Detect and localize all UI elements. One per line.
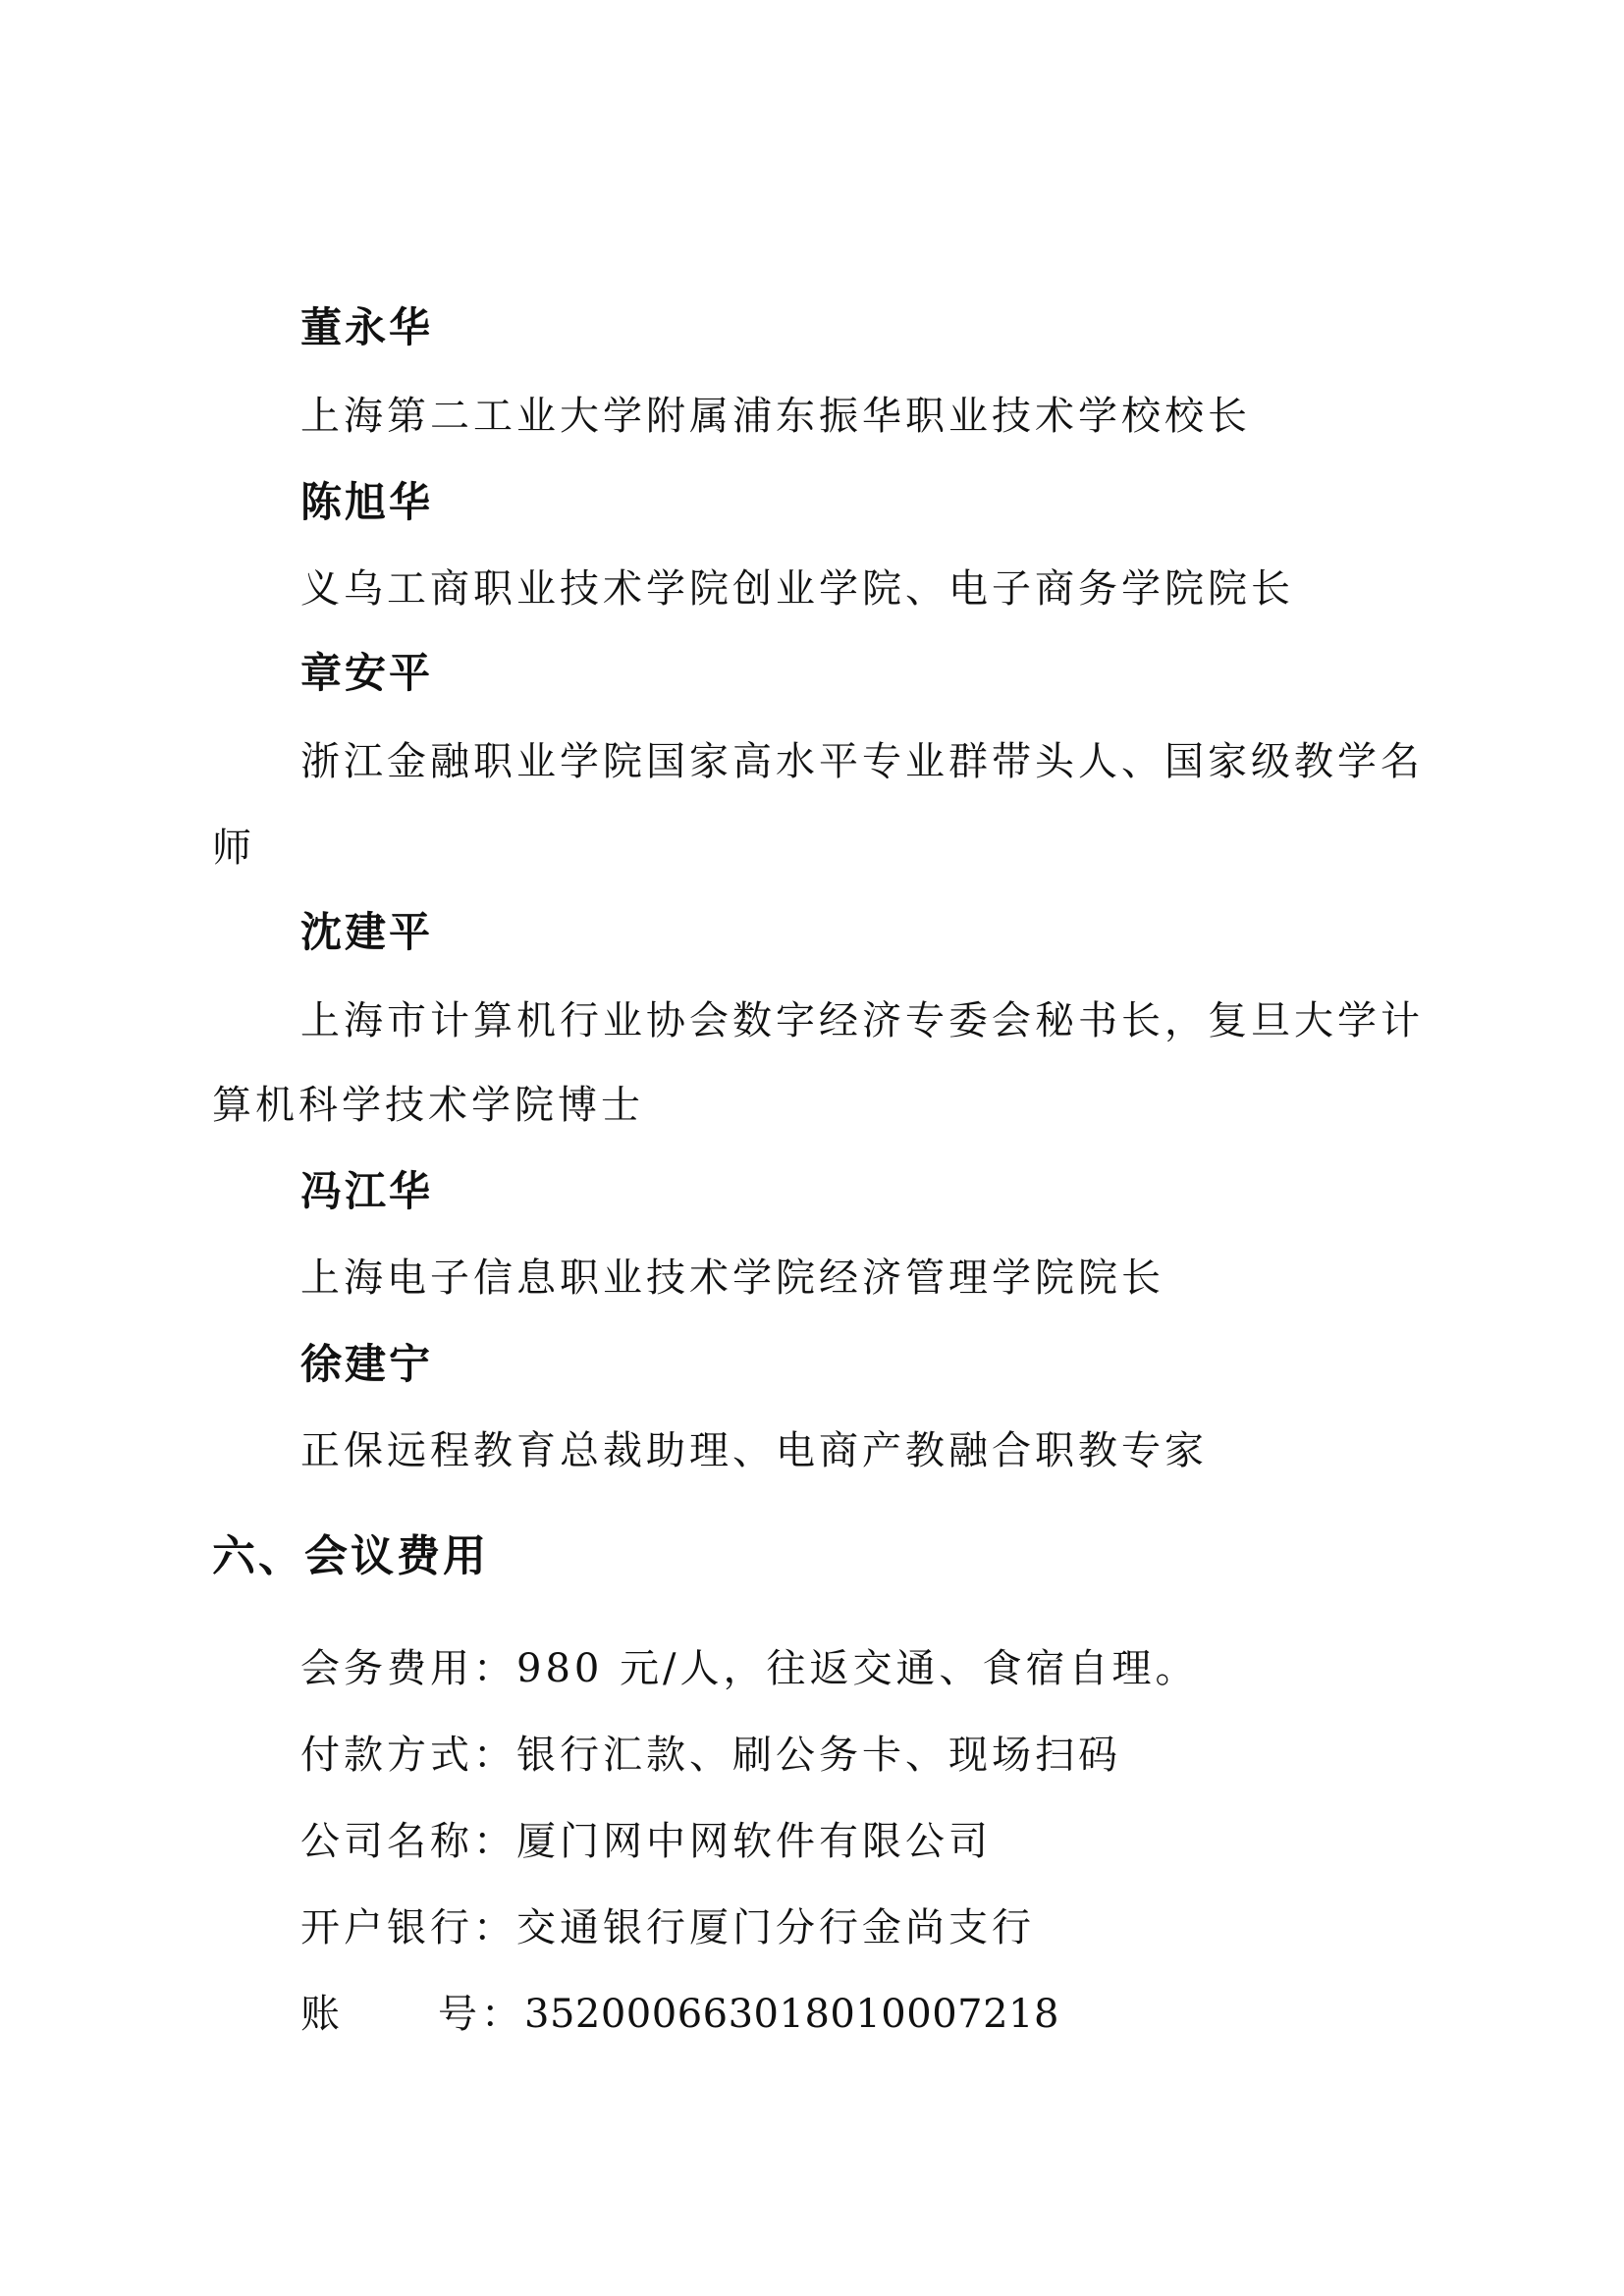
account-label-part2: 号：: [438, 1992, 524, 2037]
expert-title-4-line1: 上海市计算机行业协会数字经济专委会秘书长，复旦大学计: [300, 998, 1424, 1043]
expert-title-1: 上海第二工业大学附属浦东振华职业技术学校校长: [300, 394, 1251, 439]
bank-label: 开户银行：: [300, 1905, 516, 1950]
expert-name-5: 冯江华: [300, 1167, 434, 1215]
fee-value: 980 元/人，往返交通、食宿自理。: [516, 1646, 1199, 1691]
expert-title-5: 上海电子信息职业技术学院经济管理学院院长: [300, 1255, 1164, 1301]
expert-title-3-line2: 师: [212, 826, 255, 871]
expert-title-3-line1: 浙江金融职业学院国家高水平专业群带头人、国家级教学名: [300, 739, 1424, 784]
expert-name-2: 陈旭华: [300, 478, 434, 526]
payment-row: [300, 1728, 1121, 1783]
expert-name-4: 沈建平: [300, 908, 434, 956]
company-value: 厦门网中网软件有限公司: [516, 1819, 992, 1864]
bank-value: 交通银行厦门分行金尚支行: [516, 1905, 1035, 1950]
account-label-part1: 账: [300, 1992, 344, 2037]
fee-row: [300, 1641, 1199, 1696]
expert-name-6: 徐建宁: [300, 1340, 434, 1388]
payment-value: 银行汇款、刷公务卡、现场扫码: [516, 1733, 1121, 1778]
bank-row: [300, 1900, 1035, 1955]
expert-title-4-line2: 算机科学技术学院博士: [212, 1083, 644, 1128]
account-row: [300, 1987, 1059, 2042]
company-row: [300, 1814, 992, 1869]
company-label: 公司名称：: [300, 1819, 516, 1864]
expert-title-2: 义乌工商职业技术学院创业学院、电子商务学院院长: [300, 566, 1294, 612]
payment-label: 付款方式：: [300, 1733, 516, 1778]
expert-name-1: 董永华: [300, 303, 434, 351]
account-value: 352000663018010007218: [524, 1992, 1059, 2037]
fee-label: 会务费用：: [300, 1646, 516, 1691]
expert-title-6: 正保远程教育总裁助理、电商产教融合职教专家: [300, 1428, 1208, 1473]
section-heading-fees: 六、会议费用: [212, 1531, 489, 1581]
expert-name-3: 章安平: [300, 649, 434, 697]
